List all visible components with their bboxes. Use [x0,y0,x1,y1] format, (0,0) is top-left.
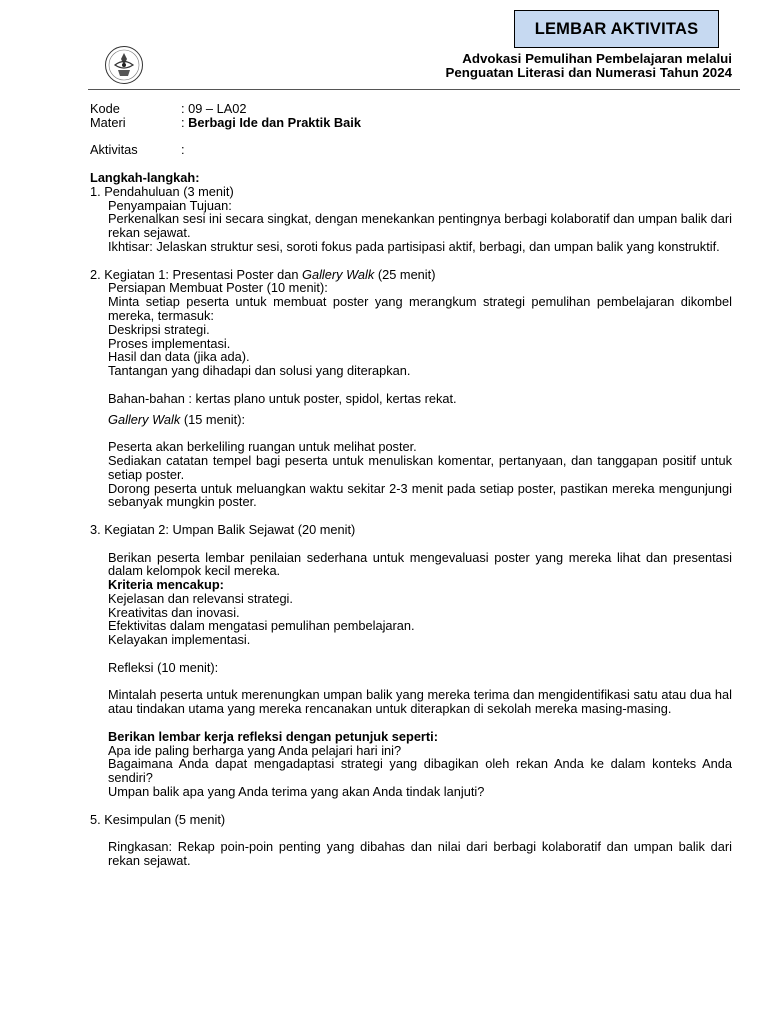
header-divider [88,89,740,90]
s1-paragraph: Perkenalkan sesi ini secara singkat, dengan menekankan pentingnya berbagi kolaboratif dan umpan balik dari rekan sejawat. [108,211,732,241]
s2-paragraph: Persiapan Membuat Poster (10 menit): [108,280,328,296]
document-body [90,102,732,868]
question-item: Umpan balik apa yang Anda terima yang akan Anda tindak lanjuti? [108,784,485,800]
materi-value: Berbagi Ide dan Praktik Baik [188,114,361,130]
s1-paragraph: Penyampaian Tujuan: [108,197,232,213]
s2-title-c: (25 menit) [374,266,436,282]
worksheet-heading: Berikan lembar kerja refleksi dengan petunjuk seperti: [108,728,438,744]
s2-paragraph: Minta setiap peserta untuk membuat poster yang merangkum strategi pemulihan pembelajaran dikombel mereka, termasuk: [108,294,732,323]
aktivitas-label: Aktivitas [90,142,138,158]
list-item: Kejelasan dan relevansi strategi. [108,590,293,606]
worksheet-title: LEMBAR AKTIVITAS [534,19,699,38]
s3-paragraph: Berikan peserta lembar penilaian sederhana untuk mengevaluasi poster yang mereka lihat dan presentasi dalam kelompok kecil mereka. [108,549,732,579]
organization-title [446,52,732,80]
meta-aktivitas [90,143,732,157]
s2-gallery-paragraph: Dorong peserta untuk meluangkan waktu sekitar 2-3 menit pada setiap poster, pastikan mereka mengunjungi sebanyak mungkin poster. [108,480,732,510]
list-item: Hasil dan data (jika ada). [108,349,250,365]
list-item: Tantangan yang dihadapi dan solusi yang diterapkan. [108,363,411,379]
steps-heading: Langkah-langkah: [90,169,200,185]
question-item: Bagaimana Anda dapat mengadaptasi strategi yang dibagikan oleh rekan Anda ke dalam konteks Anda sendiri? [108,756,732,786]
s1-paragraph: Ikhtisar: Jelaskan struktur sesi, soroti fokus pada partisipasi aktif, berbagi, dan umpan balik yang konstruktif. [108,238,720,254]
gw-duration: (15 menit): [180,411,246,427]
gallery-walk-heading [90,413,732,427]
org-line-2: Penguatan Literasi dan Numerasi Tahun 2024 [445,65,732,80]
meta-materi [90,116,732,130]
reflection-heading: Refleksi (10 menit): [108,659,219,675]
aktivitas-value: : [181,142,185,158]
s2-title-b: Gallery Walk [302,266,375,282]
section-2-title [90,268,732,282]
list-item: Proses implementasi. [108,335,231,351]
section-1-title: 1. Pendahuluan (3 menit) [90,183,234,199]
s2-gallery-paragraph: Sediakan catatan tempel bagi peserta untuk menuliskan komentar, pertanyaan, dan tanggapan positif untuk setiap poster. [108,452,732,482]
list-item: Efektivitas dalam mengatasi pemulihan pembelajaran. [108,618,415,634]
s2-title-a: 2. Kegiatan 1: Presentasi Poster dan [90,266,302,282]
section-3-title: 3. Kegiatan 2: Umpan Balik Sejawat (20 menit) [90,521,356,537]
s2-materials: Bahan-bahan : kertas plano untuk poster, spidol, kertas rekat. [108,390,457,406]
ministry-logo-icon [104,45,144,85]
list-item: Kreativitas dan inovasi. [108,604,240,620]
org-line-1: Advokasi Pemulihan Pembelajaran melalui [462,51,732,66]
s5-paragraph: Ringkasan: Rekap poin-poin penting yang dibahas dan nilai dari berbagi kolaboratif dan umpan balik dari rekan sejawat. [108,839,732,869]
section-5-title: 5. Kesimpulan (5 menit) [90,811,226,827]
kode-label: Kode [90,101,120,116]
meta-kode [90,102,732,116]
worksheet-title-box [514,10,719,48]
materi-prefix: : [181,114,189,130]
list-item: Kelayakan implementasi. [108,632,251,648]
materi-label: Materi [90,114,126,130]
gw-italic: Gallery Walk [108,411,181,427]
s2-gallery-paragraph: Peserta akan berkeliling ruangan untuk melihat poster. [108,439,417,455]
kode-value: : 09 – LA02 [181,101,247,116]
s3-reflection-paragraph: Mintalah peserta untuk merenungkan umpan balik yang mereka terima dan mengidentifikasi satu atau dua hal atau tindakan utama yang mereka rencanakan untuk diterapkan di sekolah mereka masing-masing. [108,687,732,717]
criteria-heading: Kriteria mencakup: [108,577,224,593]
question-item: Apa ide paling berharga yang Anda pelajari hari ini? [108,742,402,758]
list-item: Deskripsi strategi. [108,321,210,337]
